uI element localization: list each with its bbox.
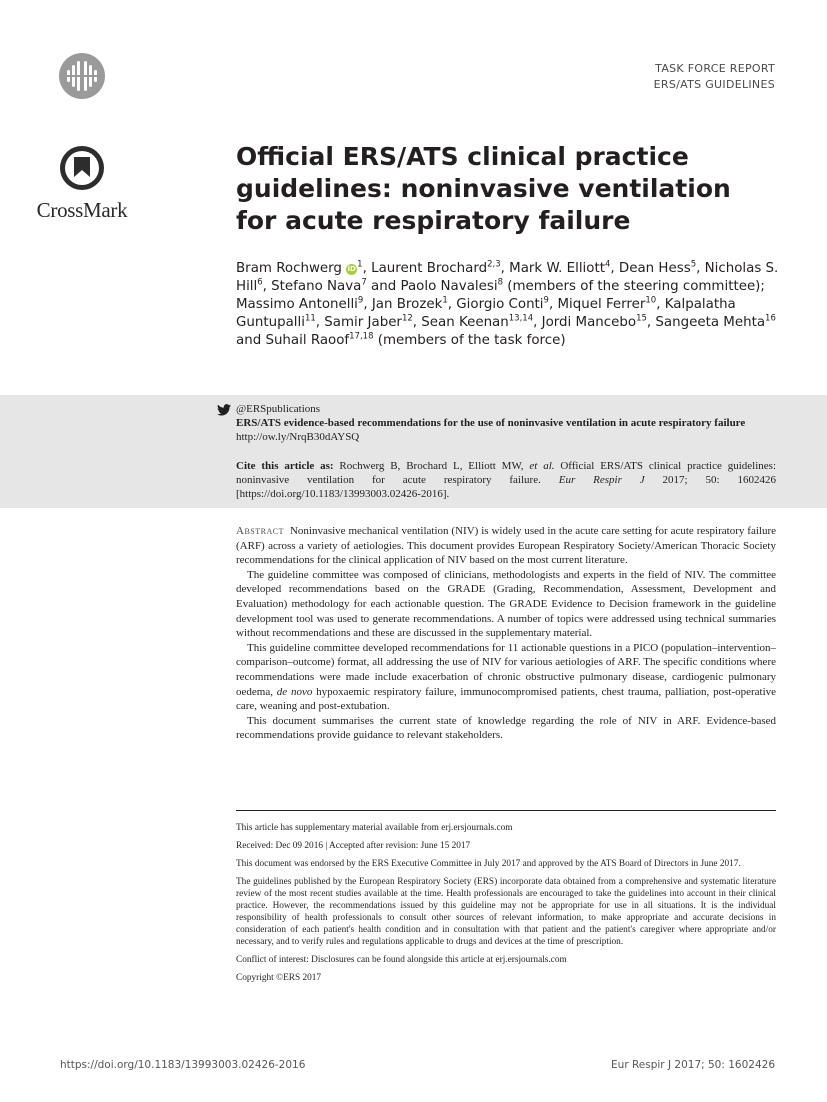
author-name: , Sangeeta Mehta [646,315,766,330]
author-name: , Dean Hess [610,261,691,276]
abstract-paragraph: The guideline committee was composed of clinicians, methodologists and experts in the field of NIV. The committee developed recommendations based on the GRADE (Grading, Recommendation, Assessment, Development and Evaluation) methodology for each actionable question. The GRADE Evidence to Decision framework in the guideline development tool was used to generate recommendations. A number of topics were addressed using technical summaries without recommendations and these are discussed in the supplementary material. [236,568,776,640]
author-name: , Laurent Brochard [362,261,488,276]
abstract-label: Abstract [236,525,284,537]
author-name: , Stefano Nava [262,279,362,294]
affiliation-sup: 5 [690,259,697,270]
author-name: , Miquel Ferrer [548,297,646,312]
divider [236,810,776,811]
orcid-icon[interactable]: iD [347,265,356,273]
author-name: , Samir Jaber [315,315,402,330]
author-name: , Nicholas S. Hill [236,261,779,294]
author-name: and Suhail Raoof [236,333,350,348]
endorsement-note: This document was endorsed by the ERS Executive Committee in July 2017 and approved by the ATS Board of Directors in June 2017. [236,859,741,869]
affiliation-sup: 4 [604,259,611,270]
author-name: , Kalpalatha Guntupalli [236,297,736,330]
affiliation-sup: 8 [497,277,503,288]
tweet-text [236,417,776,444]
disclaimer: The guidelines published by the European Respiratory Society (ERS) incorporate data obtained from a comprehensive and systematic literature review of the most recent studies available at the time. Health professionals are encouraged to take the guidelines into account in their clinical practice. However, the recommendations issued by this guideline may not be appropriate for use in all situations. It is the individual responsibility of health professionals to consult other sources of relevant information, to make appropriate and accurate decisions in consideration of each patient's health condition and in consultation with that patient and the patient's caregiver where appropriate and/or necessary, and to verify rules and regulations applicable to drugs and devices at the time of prescription. [236,877,776,947]
abstract-paragraph [236,524,776,568]
footer-journal-ref: Eur Respir J 2017; 50: 1602426 [611,1059,775,1071]
article-type-line2: ERS/ATS GUIDELINES [653,78,775,91]
tweet-link[interactable]: http://ow.ly/NrqB30dAYSQ [236,430,360,443]
affiliation-sup: 1 [442,295,448,306]
affiliation-sup: 10 [645,295,657,306]
author-name: , Jordi Mancebo [533,315,637,330]
cite-journal: Eur Respir J [558,474,645,486]
cite-title: Official ERS/ATS clinical practice guidelines: noninvasive ventilation for acute respiratory failure. [236,460,776,486]
affiliation-sup: 7 [361,277,367,288]
author-name: , Giorgio Conti [447,297,544,312]
crossmark-icon [30,145,134,191]
cite-label: Cite this article as: [236,460,334,472]
author-role-note: (members of the task force) [373,333,566,348]
affiliation-sup: 15 [636,313,647,324]
author-name[interactable]: Bram Rochwerg [236,261,342,276]
author-name: , Sean Keenan [412,315,509,330]
conflict-note: Conflict of interest: Disclosures can be found alongside this article at erj.ersjournals.com [236,955,567,965]
cite-doi[interactable]: 2017; 50: 1602426 [https://doi.org/10.1183/13993003.02426-2016]. [236,474,776,500]
affiliation-sup: 16 [765,313,776,324]
citation-block [236,459,776,501]
tweet-body: ERS/ATS evidence-based recommendations for the use of noninvasive ventilation in acute respiratory failure [236,417,746,429]
author-list [236,260,781,350]
ers-logo-icon [58,52,106,100]
abstract-paragraph: This document summarises the current state of knowledge regarding the role of NIV in ARF. Evidence-based recommendations provide guidance to relevant stakeholders. [236,714,776,742]
cite-etal: et al. [529,460,555,472]
crossmark-label: CrossMark [36,198,128,222]
affiliation-sup: 17,18 [349,331,374,342]
crossmark-badge[interactable] [30,145,134,223]
affiliation-sup: 9 [543,295,549,306]
author-name: (members of the steering committee); Massimo Antonelli [236,279,765,312]
article-notes [236,822,776,990]
copyright: Copyright ©ERS 2017 [236,973,322,983]
article-type-header [654,61,775,93]
received-dates: Received: Dec 09 2016 | Accepted after revision: June 15 2017 [236,841,471,851]
affiliation-sup: 2,3 [487,259,501,270]
abstract-text: This guideline committee developed recommendations for 11 actionable questions in a PICO (population–intervention–comparison–outcome) format, all addressing the use of NIV for various aetiologies of ARF. The specific conditions where recommendations were made include exacerbation of chronic obstructive pulmonary disease, cardiogenic pulmonary oedema, [236,641,776,698]
author-name: , Jan Brozek [363,297,443,312]
affiliation-sup: 11 [304,313,316,324]
article-type-line1: TASK FORCE REPORT [655,62,775,75]
author-name: , Mark W. Elliott [500,261,605,276]
author-name: and Paolo Navalesi [366,279,498,294]
affiliation-sup: 6 [257,277,263,288]
footer-doi[interactable]: https://doi.org/10.1183/13993003.02426-2016 [60,1059,306,1071]
abstract [236,524,776,743]
affiliation-sup: 1 [357,259,363,270]
abstract-italic: de novo [276,685,313,698]
abstract-text: hypoxaemic respiratory failure, immunocompromised patients, chest trauma, palliation, post-operative care, weaning and post-extubation. [236,685,777,713]
cite-authors: Rochwerg B, Brochard L, Elliott MW, [333,460,530,472]
affiliation-sup: 13,14 [508,313,534,324]
affiliation-sup: 12 [401,313,413,324]
twitter-handle[interactable]: @ERSpublications [236,403,321,415]
supplementary-note: This article has supplementary material available from erj.ersjournals.com [236,823,513,833]
abstract-text: Noninvasive mechanical ventilation (NIV) is widely used in the acute care setting for acute respiratory failure (ARF) across a variety of aetiologies. This document provides European Respiratory Society/American Thoracic Society recommendations for the clinical application of NIV based on the most current literature. [236,525,776,567]
affiliation-sup: 9 [357,295,364,306]
abstract-paragraph [236,641,776,714]
twitter-icon[interactable] [217,404,231,416]
article-title: Official ERS/ATS clinical practice guidelines: noninvasive ventilation for acute respiratory failure [236,142,731,235]
